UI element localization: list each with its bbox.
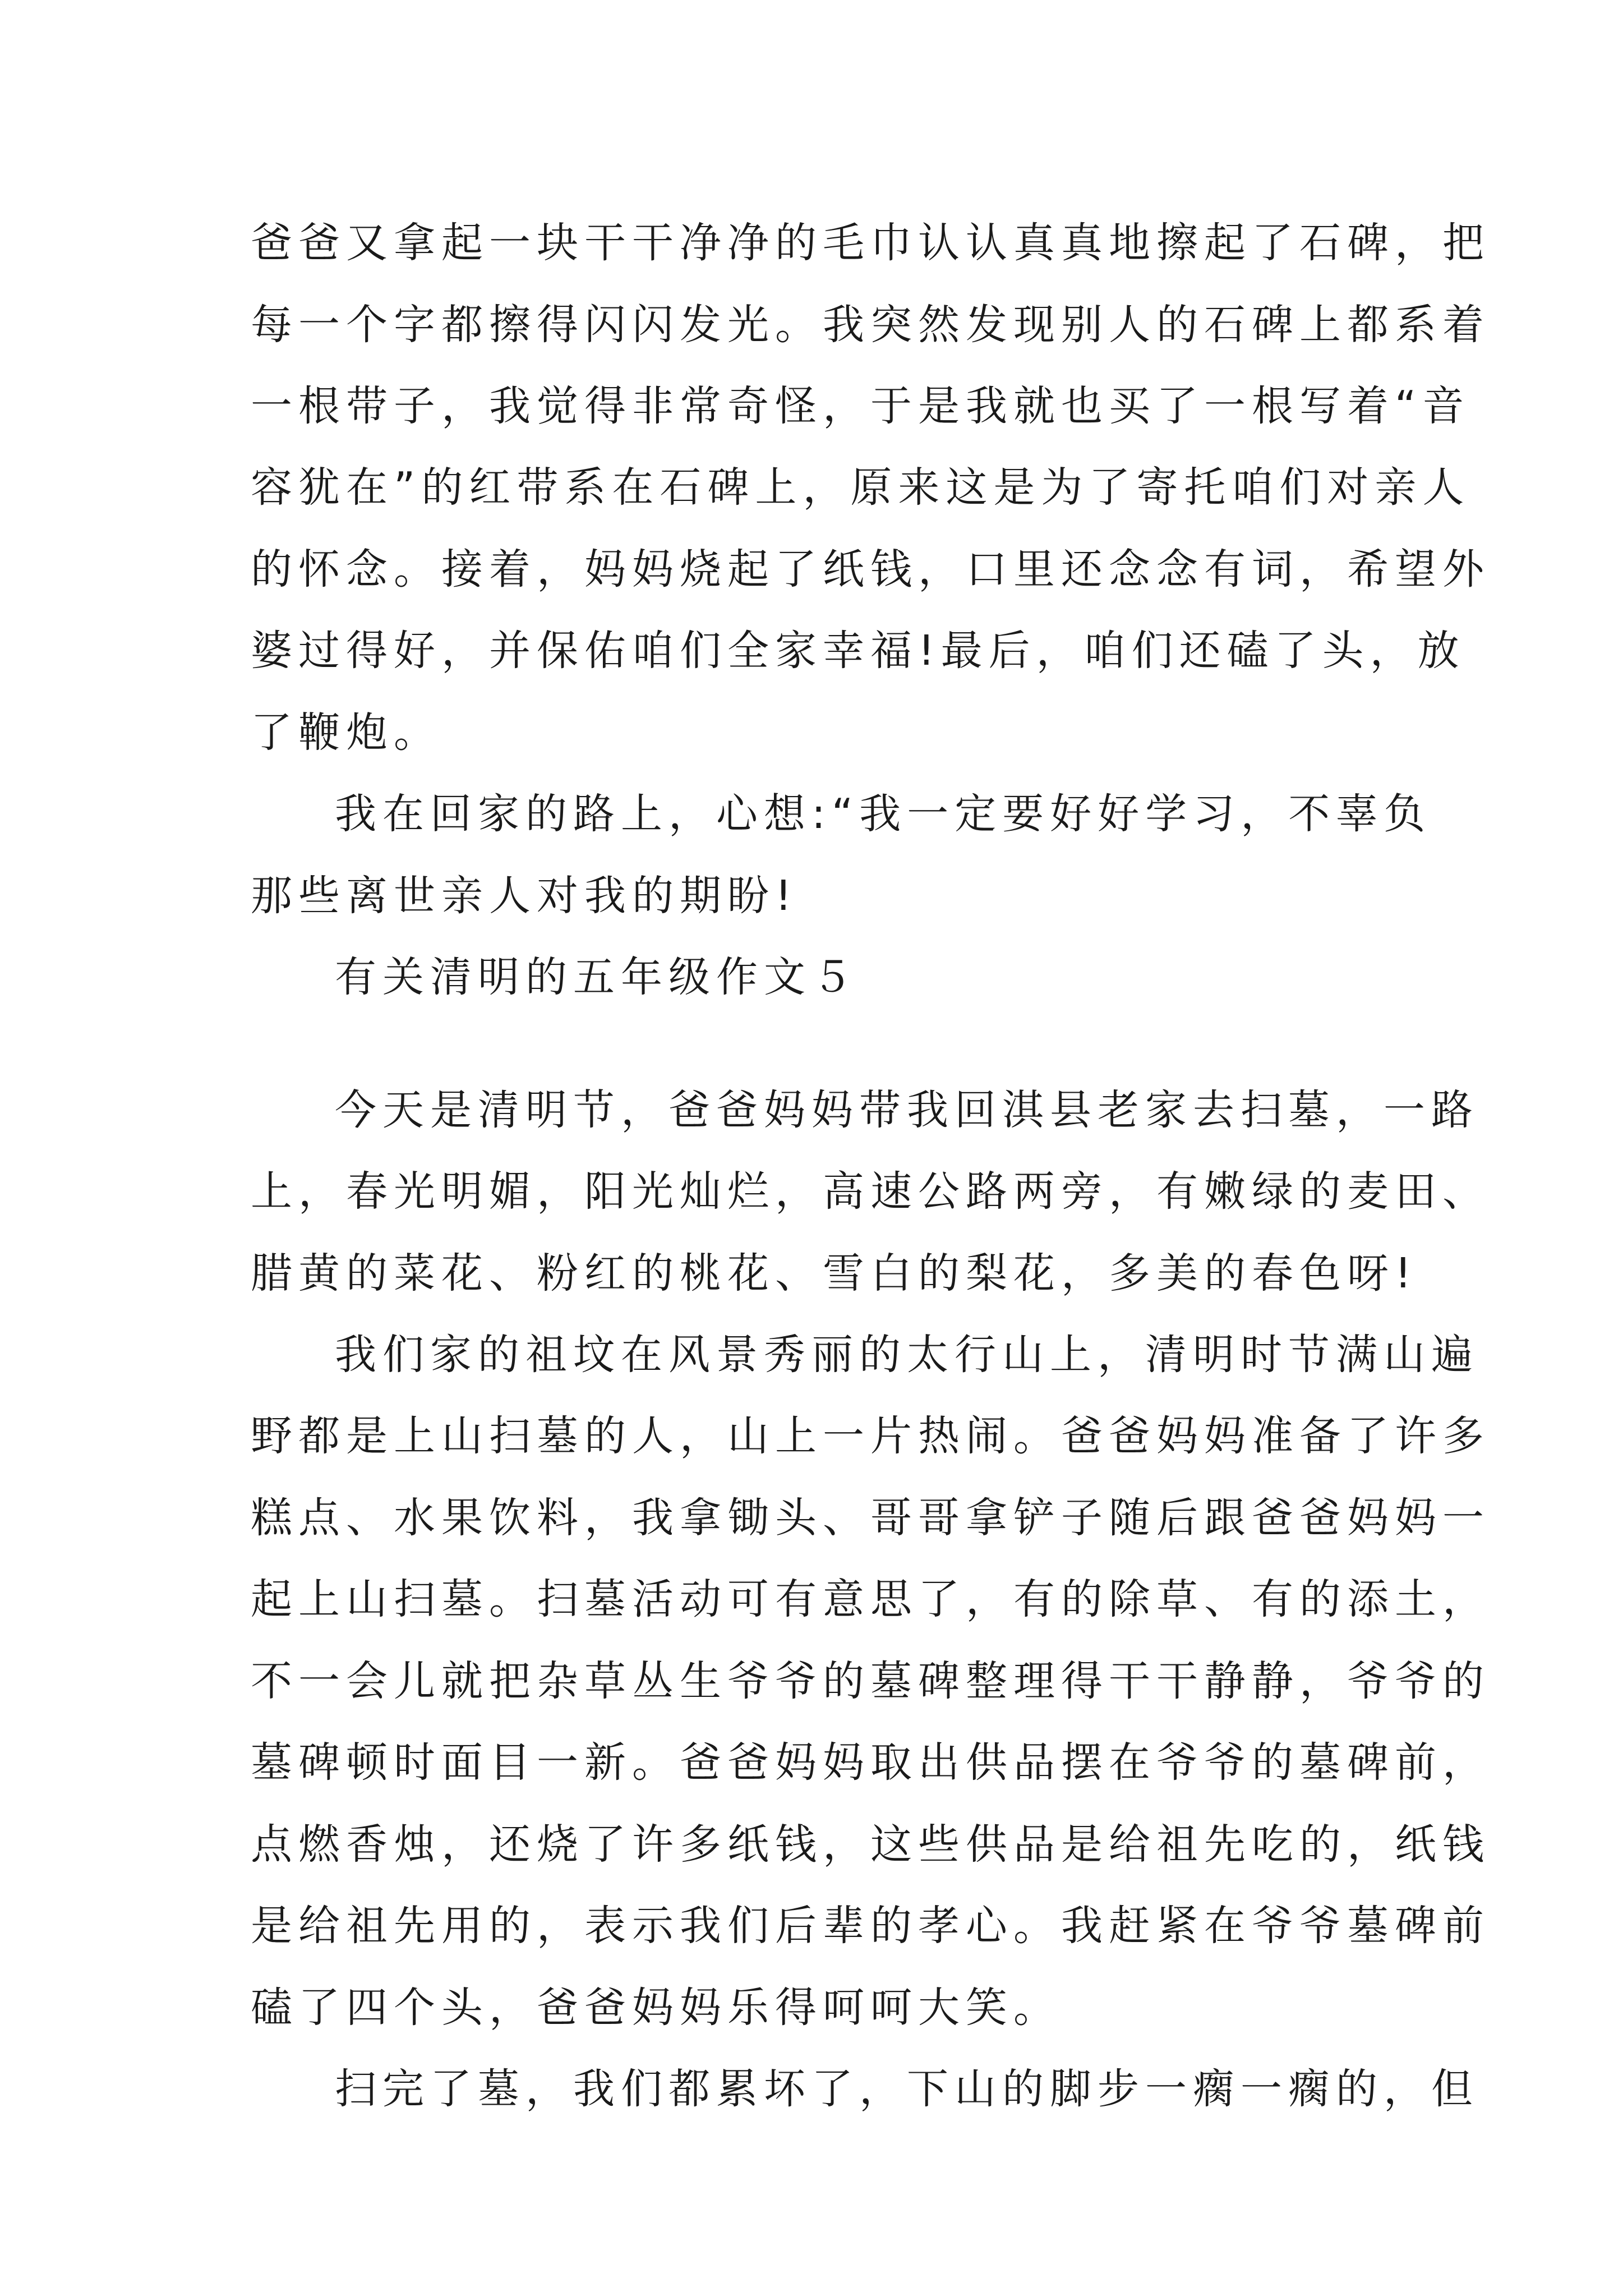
text-line: 不一会儿就把杂草丛生爷爷的墓碑整理得干干静静，爷爷的: [251, 1657, 1490, 1705]
paragraph-first-line: 今天是清明节，爸爸妈妈带我回淇县老家去扫墓，一路: [335, 1086, 1479, 1134]
paragraph-first-line: 扫完了墓，我们都累坏了，下山的脚步一瘸一瘸的，但: [335, 2065, 1479, 2113]
text-line: 墓碑顿时面目一新。爸爸妈妈取出供品摆在爷爷的墓碑前，: [251, 1738, 1490, 1787]
text-line: 上，春光明媚，阳光灿烂，高速公路两旁，有嫩绿的麦田、: [251, 1167, 1490, 1216]
text-line: 每一个字都擦得闪闪发光。我突然发现别人的石碑上都系着: [251, 301, 1490, 349]
text-line: 糕点、水果饮料，我拿锄头、哥哥拿铲子随后跟爸爸妈妈一: [251, 1494, 1490, 1542]
paragraph-first-line: 我在回家的路上，心想:“我一定要好好学习，不辜负: [335, 790, 1432, 838]
text-line: 容犹在”的红带系在石碑上，原来这是为了寄托咱们对亲人: [251, 463, 1470, 512]
text-line: 野都是上山扫墓的人，山上一片热闹。爸爸妈妈准备了许多: [251, 1412, 1490, 1460]
text-line: 婆过得好，并保佑咱们全家幸福!最后，咱们还磕了头，放: [251, 627, 1465, 675]
text-line: 起上山扫墓。扫墓活动可有意思了，有的除草、有的添土，: [251, 1575, 1490, 1623]
text-line: 点燃香烛，还烧了许多纸钱，这些供品是给祖先吃的，纸钱: [251, 1820, 1490, 1869]
text-line: 一根带子，我觉得非常奇怪，于是我就也买了一根写着“音: [251, 382, 1470, 430]
section-heading: 有关清明的五年级作文５: [335, 953, 859, 1001]
paragraph-first-line: 我们家的祖坟在风景秀丽的太行山上，清明时节满山遍: [335, 1331, 1479, 1379]
text-line: 是给祖先用的，表示我们后辈的孝心。我赶紧在爷爷墓碑前: [251, 1902, 1490, 1950]
text-line: 磕了四个头，爸爸妈妈乐得呵呵大笑。: [251, 1984, 1061, 2032]
text-line: 腊黄的菜花、粉红的桃花、雪白的梨花，多美的春色呀!: [251, 1249, 1418, 1297]
text-line: 的怀念。接着，妈妈烧起了纸钱，口里还念念有词，希望外: [251, 545, 1490, 593]
text-line: 爸爸又拿起一块干干净净的毛巾认认真真地擦起了石碑，把: [251, 219, 1490, 267]
text-line: 那些离世亲人对我的期盼!: [251, 872, 798, 920]
text-line: 了鞭炮。: [251, 708, 441, 757]
